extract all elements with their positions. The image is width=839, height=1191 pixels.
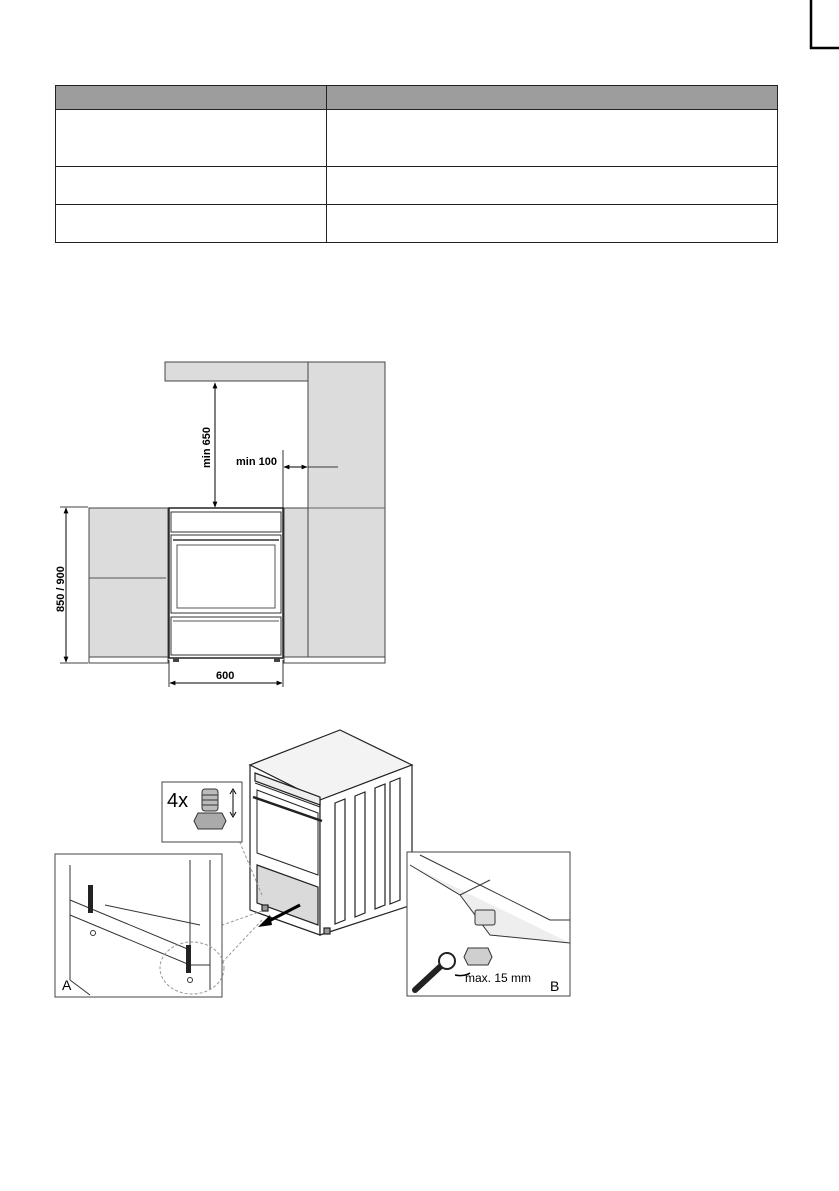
table-row [56,205,778,243]
spec-header-col-1 [56,86,327,110]
table-row [56,167,778,205]
dim-min-100: min 100 [236,456,277,468]
table-cell [56,167,327,205]
dim-850-900: 850 / 900 [55,566,67,612]
table-cell [56,110,327,167]
left-base-cabinet [89,508,168,657]
dim-min-650: min 650 [201,427,213,468]
table-cell [327,110,778,167]
table-cell [327,167,778,205]
feet-adjustment-diagram [50,725,575,1000]
cooker-front [169,508,283,662]
detail-b-label: B [550,978,560,994]
foot-quantity-label: 4x [167,790,189,812]
table-cell [56,205,327,243]
right-base-cabinet [284,508,308,657]
cooker-isometric [250,730,412,935]
max-height-label: max. 15 mm [465,971,532,985]
dim-600: 600 [216,670,235,682]
upper-cabinet [165,362,308,381]
installation-diagram [50,355,395,690]
corner-mark [809,0,839,50]
table-cell [327,205,778,243]
detail-a-label: A [62,977,72,993]
spec-header-col-2 [327,86,778,110]
detail-b [407,852,570,996]
detail-a [55,854,224,997]
spec-table-header [56,86,778,110]
tall-cabinet [308,362,385,657]
foot-callout [162,782,242,842]
spec-table [55,85,778,243]
table-row [56,110,778,167]
